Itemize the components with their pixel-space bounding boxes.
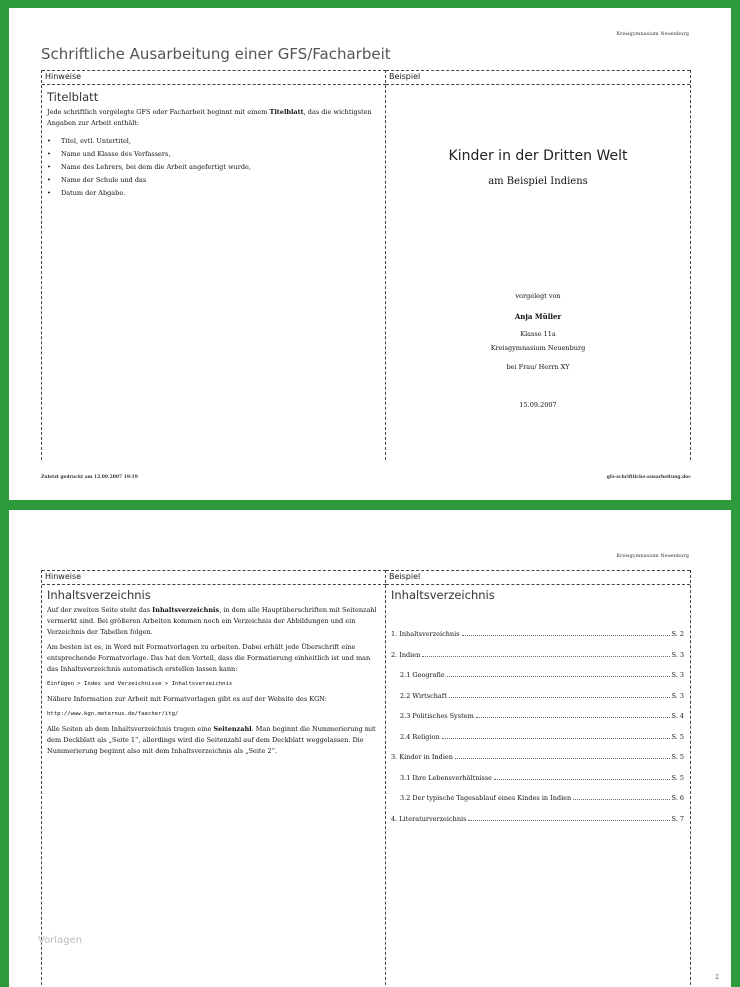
toc-leader-dots: [455, 758, 670, 759]
section-title: Titelblatt: [47, 90, 99, 104]
info-paragraph: Nähere Information zur Arbeit mit Formatvorlagen gibt es auf der Website des KGN:: [47, 695, 327, 703]
toc-entry-label: 2.1 Geografie: [400, 671, 445, 679]
toc-entry: [391, 630, 684, 651]
toc-entry-page: S. 2: [671, 630, 684, 638]
toc-entry-page: S. 5: [671, 773, 684, 782]
example-column: [385, 70, 691, 460]
toc-entry-page: S. 3: [671, 691, 684, 700]
example-header-row: [386, 70, 690, 85]
cover-title: Kinder in der Dritten Welt: [448, 148, 628, 164]
toc-leader-dots: [494, 779, 669, 780]
toc-entry-page: S. 6: [671, 794, 684, 802]
footer-print-date: Zuletzt gedruckt am 12.09.2007 19:19: [41, 475, 138, 480]
title-page-requirements-list: [47, 135, 386, 200]
school-header: Kreisgymnasium Neuenburg: [616, 31, 689, 37]
toc-entry-page: S. 7: [671, 814, 684, 823]
toc-leader-dots: [442, 738, 670, 739]
watermark: Vorlagen: [38, 935, 83, 946]
toc-entry: [391, 733, 684, 754]
school-header: Kreisgymnasium Neuenburg: [616, 553, 689, 559]
document-page-1: [9, 8, 731, 500]
hints-column: [41, 70, 386, 460]
cover-subtitle: am Beispiel Indiens: [488, 176, 588, 187]
cover-school: Kreisgymnasium Neuenburg: [490, 344, 586, 352]
toc-entry-label: 4. Literaturverzeichnis: [391, 814, 467, 823]
styles-paragraph: Am besten ist es, in Word mit Formatvorlagen zu arbeiten. Dabei erhält jede Überschrift eine entsprechende Formatvorlage. Das hat den Vorteil, dass die Formatierung einheitlich ist und man das Inhaltsverzeichnis automatisch erstellen lassen kann:: [47, 643, 371, 673]
toc-leader-dots: [447, 676, 670, 677]
example-header-row: [386, 570, 690, 585]
footer-filename: gfs-schriftliche-ausarbeitung.doc: [606, 475, 691, 480]
toc-entry-label: 2.3 Politisches System: [400, 712, 474, 720]
toc-entry-page: S. 5: [671, 732, 684, 741]
example-header: Beispiel: [389, 72, 421, 81]
menu-path: Einfügen > Index und Verzeichnisse > Inhaltsverzeichnis: [47, 681, 233, 687]
toc-entry: [391, 651, 684, 672]
website-url: http://www.kgn.meternus.de/faecher/itg/: [47, 711, 179, 717]
toc-entry-page: S. 3: [671, 671, 684, 679]
toc-entry-label: 1. Inhaltsverzeichnis: [391, 630, 460, 638]
table-of-contents: [391, 630, 684, 835]
hints-header-row: [42, 70, 386, 85]
hint-example-table: [41, 570, 691, 987]
toc-entry-label: 3.2 Der typische Tagesablauf eines Kindes in Indien: [400, 794, 572, 802]
toc-entry: [391, 815, 684, 836]
example-header: Beispiel: [389, 572, 421, 581]
toc-leader-dots: [573, 799, 669, 800]
example-column: [385, 570, 691, 987]
toc-leader-dots: [476, 717, 670, 718]
toc-leader-dots: [468, 820, 669, 821]
toc-entry: [391, 671, 684, 692]
toc-entry: [391, 774, 684, 795]
hints-column: [41, 570, 386, 987]
toc-leader-dots: [422, 656, 669, 657]
toc-entry-label: 3.1 Ihre Lebensverhältnisse: [400, 773, 493, 782]
intro-paragraph: Jede schriftlich vorgelegte GFS oder Facharbeit beginnt mit einem Titelblatt, das die wichtigsten Angaben zur Arbeit enthält:: [47, 108, 372, 127]
cover-class: Klasse 11a: [520, 330, 556, 338]
cover-submitted-by: vorgelegt von: [515, 292, 561, 300]
toc-entry: [391, 692, 684, 713]
document-page-2: [9, 510, 731, 987]
hint-example-table: [41, 70, 691, 460]
document-title: Schriftliche Ausarbeitung einer GFS/Facharbeit: [41, 45, 391, 63]
list-item: • Name des Lehrers, bei dem die Arbeit angefertigt wurde,: [47, 161, 386, 174]
toc-title: Inhaltsverzeichnis: [391, 588, 495, 602]
toc-entry-page: S. 3: [671, 650, 684, 659]
example-cover-page: [386, 84, 690, 460]
list-item: • Name der Schule und das: [47, 174, 386, 187]
section-title: Inhaltsverzeichnis: [47, 588, 151, 602]
page-number-paragraph: Alle Seiten ab dem Inhaltsverzeichnis tragen eine Seitenzahl. Man beginnt die Nummerierung mit dem Deckblatt als „Seite 1“, allerdings wird die Seitenzahl auf dem Deckblatt weggelassen. Die Nummerierung beginnt also mit dem Inhaltsverzeichnis als „Seite 2“.: [47, 725, 376, 755]
toc-entry-page: S. 5: [671, 753, 684, 761]
toc-leader-dots: [449, 697, 670, 698]
toc-entry-label: 2. Indien: [391, 650, 421, 659]
toc-entry-page: S. 4: [671, 712, 684, 720]
toc-entry-label: 3. Kinder in Indien: [391, 753, 453, 761]
hints-header: Hinweise: [45, 572, 82, 581]
hints-header: Hinweise: [45, 72, 82, 81]
toc-leader-dots: [462, 635, 670, 636]
page-number: 2: [715, 974, 719, 981]
toc-entry-label: 2.2 Wirtschaft: [400, 691, 447, 700]
cover-author: Anja Müller: [514, 312, 562, 321]
cover-date: 15.09.2007: [519, 401, 557, 409]
list-item: • Name und Klasse des Verfassers,: [47, 148, 386, 161]
list-item: • Datum der Abgabe.: [47, 187, 386, 200]
hints-header-row: [42, 570, 386, 585]
list-item: • Titel, evtl. Untertitel,: [47, 135, 386, 148]
toc-entry: [391, 712, 684, 733]
toc-entry: [391, 794, 684, 815]
toc-paragraph: Auf der zweiten Seite steht das Inhaltsverzeichnis, in dem alle Hauptüberschriften mit Seitenzahl vermerkt sind. Bei größeren Arbeiten kommen noch ein Verzeichnis der Abbildungen und ein Verzeichnis der Tabellen folgen.: [47, 606, 377, 636]
toc-entry: [391, 753, 684, 774]
toc-entry-label: 2.4 Religion: [400, 732, 440, 741]
cover-teacher: bei Frau/ Herrn XY: [506, 363, 570, 371]
